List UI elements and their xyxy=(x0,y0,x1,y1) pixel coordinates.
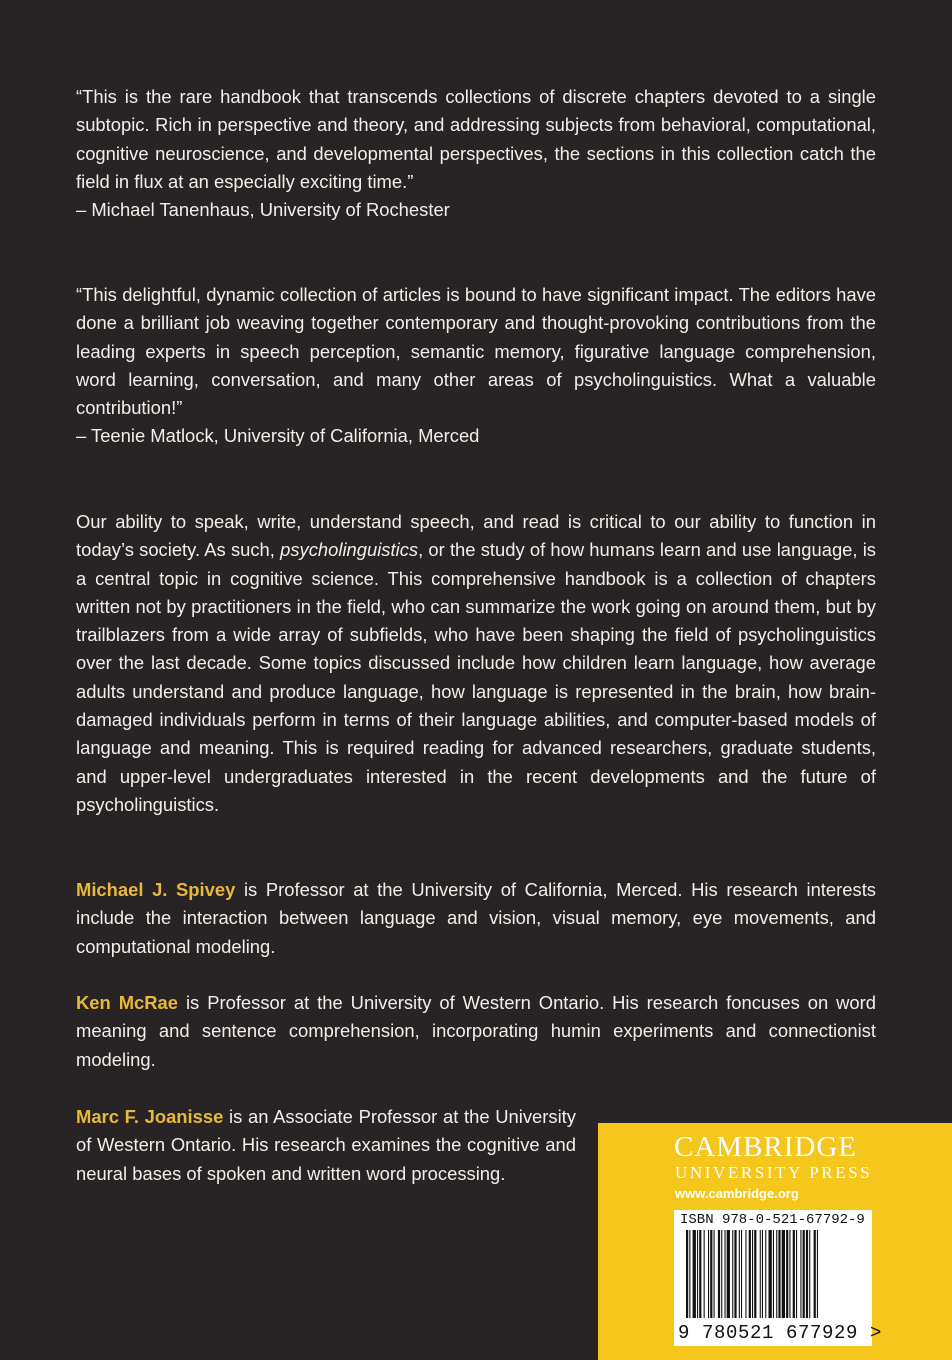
barcode-bar xyxy=(745,1230,746,1318)
barcode-bar xyxy=(754,1230,756,1318)
review-quote-1 xyxy=(76,83,876,224)
description-paragraph xyxy=(76,508,876,819)
barcode-bar xyxy=(749,1230,751,1318)
barcode-bar xyxy=(806,1230,808,1318)
barcode-bar xyxy=(782,1230,785,1318)
description-part-1: Our ability to speak, write, understand speech, and read is critical to our ability to function in today’s society. As such, xyxy=(76,511,876,561)
barcode-block xyxy=(674,1210,883,1346)
editor-bio-3 xyxy=(76,1103,576,1188)
quote-text: “This is the rare handbook that transcends collections of discrete chapters devoted to a single subtopic. Rich in perspective and theory, and addressing subjects from behavioral, computational, cognitive neuroscience, and developmental perspectives, the sections in this collection catch the field in flux at an especially exciting time.” xyxy=(76,86,876,192)
publisher-logo-name: CAMBRIDGE xyxy=(674,1131,858,1163)
publisher-url: www.cambridge.org xyxy=(675,1186,799,1201)
barcode-bar xyxy=(800,1230,801,1318)
barcode-bar xyxy=(699,1230,701,1318)
barcode-bar xyxy=(697,1230,698,1318)
barcode-bar xyxy=(817,1230,818,1318)
description-italic-term: psycholinguistics xyxy=(280,539,419,561)
barcode-bar xyxy=(786,1230,788,1318)
barcode-bar xyxy=(708,1230,709,1318)
barcode-bar xyxy=(732,1230,733,1318)
barcode-bar xyxy=(727,1230,730,1318)
publisher-box xyxy=(598,1123,952,1360)
editor-bio-text: is Professor at the University of California, Merced. His research interests include the interaction between language and vision, visual memory, eye movements, and computational modeling. xyxy=(76,879,876,957)
barcode-bar xyxy=(814,1230,816,1318)
editor-name: Marc F. Joanisse xyxy=(76,1106,224,1127)
editor-name: Michael J. Spivey xyxy=(76,879,236,900)
barcode-bar xyxy=(765,1230,766,1318)
barcode-bar xyxy=(710,1230,712,1318)
barcode-bar xyxy=(725,1230,726,1318)
barcode-bar xyxy=(760,1230,761,1318)
quote-text: “This delightful, dynamic collection of articles is bound to have significant impact. The editors have done a brilliant job weaving together contemporary and thought-provoking contributions from the leading experts in speech perception, semantic memory, figurative language comprehension, word learning, conversation, and many other areas of psycholinguistics. What a valuable contribution!” xyxy=(76,284,876,419)
barcode-bar xyxy=(773,1230,774,1318)
barcode-bar xyxy=(686,1230,688,1318)
barcode-bar xyxy=(714,1230,715,1318)
barcode-digits: 9 780521 677929 > xyxy=(678,1322,883,1344)
barcode-bar xyxy=(762,1230,763,1318)
barcode-bar xyxy=(796,1230,797,1318)
barcode-bar xyxy=(778,1230,780,1318)
editor-bio-2 xyxy=(76,989,876,1074)
barcode-bar xyxy=(752,1230,753,1318)
editor-bio-1 xyxy=(76,876,876,961)
book-description xyxy=(76,508,876,819)
isbn-label: ISBN 978-0-521-67792-9 xyxy=(680,1212,865,1228)
barcode-bar xyxy=(776,1230,777,1318)
barcode-bar xyxy=(803,1230,805,1318)
barcode-bar xyxy=(689,1230,690,1318)
barcode-bar xyxy=(793,1230,795,1318)
quote-attribution: – Teenie Matlock, University of California, Merced xyxy=(76,425,480,447)
barcode-bar xyxy=(769,1230,772,1318)
description-part-2: , or the study of how humans learn and use language, is a central topic in cognitive science. This comprehensive handbook is a collection of chapters written not by practitioners in the field, who can summarize the work going on around them, but by trailblazers from a wide array of subfields, who have been shaping the field of psycholinguistics over the last decade. Some topics discussed include how children learn language, how average adults understand and produce language, how language is represented in the brain, how brain-damaged individuals perform in terms of their language abilities, and computer-based models of language and meaning. This is required reading for advanced researchers, graduate students, and upper-level undergraduates interested in the recent developments and the future of psycholinguistics. xyxy=(76,539,876,815)
barcode-bar xyxy=(741,1230,742,1318)
barcode-bar xyxy=(718,1230,720,1318)
publisher-logo-press: UNIVERSITY PRESS xyxy=(675,1163,873,1182)
barcode-bar xyxy=(693,1230,696,1318)
barcode-bar xyxy=(789,1230,790,1318)
barcode-bar xyxy=(721,1230,722,1318)
barcode-icon xyxy=(674,1230,872,1322)
barcode-bar xyxy=(704,1230,705,1318)
barcode-bar xyxy=(739,1230,740,1318)
editor-name: Ken McRae xyxy=(76,992,178,1013)
barcode-bar xyxy=(809,1230,810,1318)
editor-bio-text: is Professor at the University of Western Ontario. His research foncuses on word meaning and sentence comprehension, incorporating humin experiments and connectionist modeling. xyxy=(76,992,877,1070)
editor-bio-text: is an Associate Professor at the University of Western Ontario. His research examines the cognitive and neural bases of spoken and written word processing. xyxy=(76,1106,576,1184)
review-quote-2 xyxy=(76,281,876,451)
barcode-bar xyxy=(734,1230,736,1318)
quote-attribution: – Michael Tanenhaus, University of Rochester xyxy=(76,199,450,221)
